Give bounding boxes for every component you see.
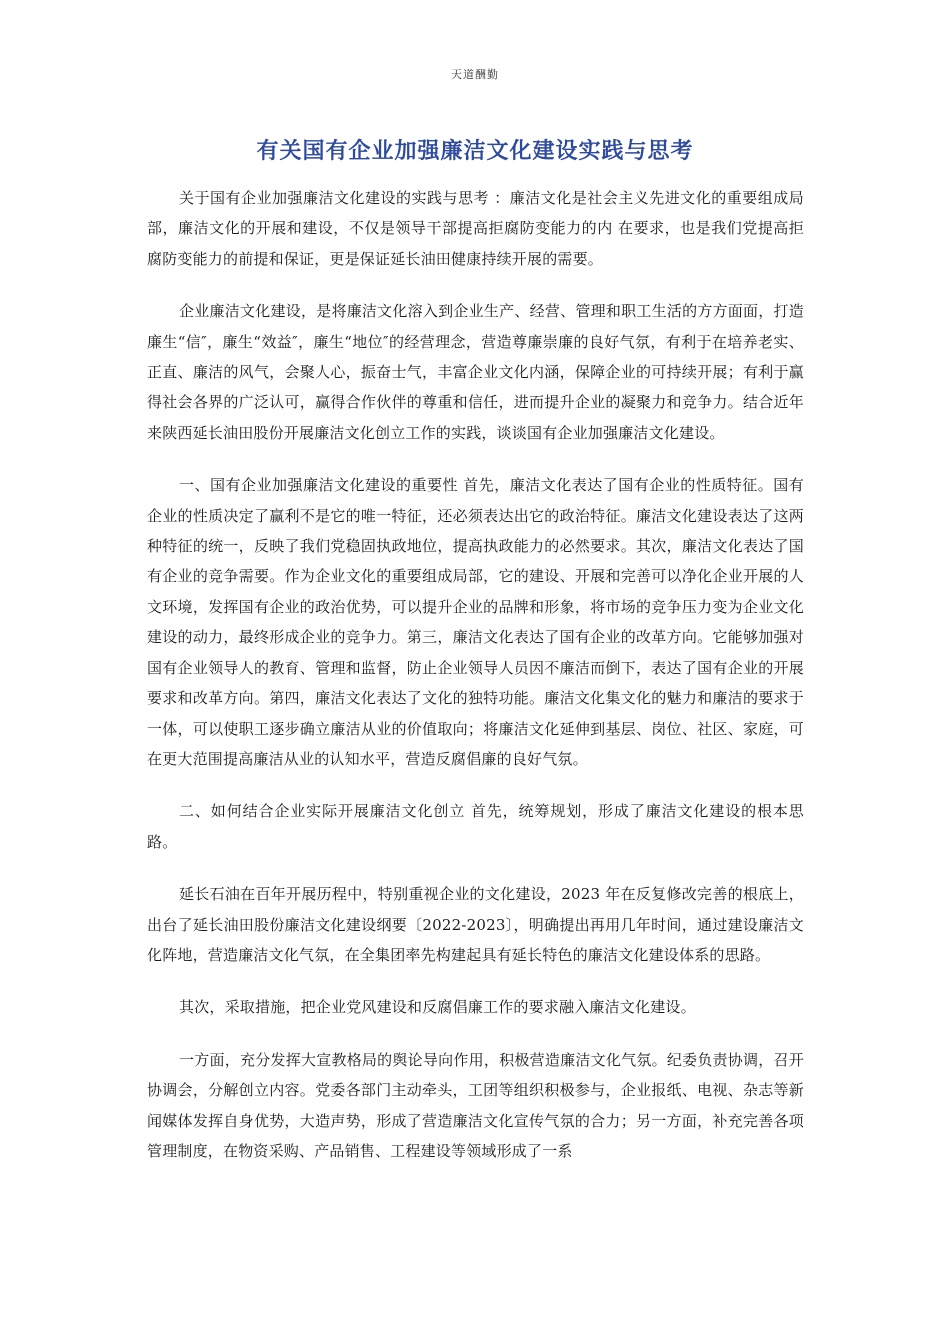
header-mark: 天道酬勤 [451,68,499,81]
paragraph-how-to: 二、如何结合企业实际开展廉洁文化创立 首先，统筹规划，形成了廉洁文化建设的根本思路。 [147,802,804,851]
paragraph-yanchang-history: 延长石油在百年开展历程中，特别重视企业的文化建设，2023 年在反复修改完善的根底上，出台了延长油田股份廉洁文化建设纲要〔2022-2023〕，明确提出再用几年时间，通过建设廉洁文化阵地，营造廉洁文化气氛，在全集团率先构建起具有延长特色的廉洁文化建设体系的思路。 [147,885,804,964]
document-body [147,183,804,1188]
paragraph-intro: 关于国有企业加强廉洁文化建设的实践与思考 ：廉洁文化是社会主义先进文化的重要组成局部，廉洁文化的开展和建设，不仅是领导干部提高拒腐防变能力的内 在要求，也是我们党提高拒腐防变能力的前提和保证，更是保证延长油田健康持续开展的需要。 [147,189,804,268]
paragraph-importance: 一、国有企业加强廉洁文化建设的重要性 首先，廉洁文化表达了国有企业的性质特征。国有企业的性质决定了赢利不是它的唯一特征，还必须表达出它的政治特征。廉洁文化建设表达了这两种特征的统一，反映了我们党稳固执政地位，提高执政能力的必然要求。其次，廉洁文化表达了国有企业的竞争需要。作为企业文化的重要组成局部，它的建设、开展和完善可以净化企业开展的人文环境，发挥国有企业的政治优势，可以提升企业的品牌和形象，将市场的竞争压力变为企业文化建设的动力，最终形成企业的竞争力。第三，廉洁文化表达了国有企业的改革方向。它能够加强对国有企业领导人的教育、管理和监督，防止企业领导人员因不廉洁而倒下，表达了国有企业的开展要求和改革方向。第四，廉洁文化表达了文化的独特功能。廉洁文化集文化的魅力和廉洁的要求于一体，可以使职工逐步确立廉洁从业的价值取向；将廉洁文化延伸到基层、岗位、社区、家庭，可在更大范围提高廉洁从业的认知水平，营造反腐倡廉的良好气氛。 [147,476,804,768]
paragraph-one-aspect: 一方面，充分发挥大宣教格局的舆论导向作用，积极营造廉洁文化气氛。纪委负责协调，召开协调会，分解创立内容。党委各部门主动牵头，工团等组织积极参与，企业报纸、电视、杂志等新闻媒体发挥自身优势，大造声势，形成了营造廉洁文化宣传气氛的合力；另一方面，补充完善各项管理制度，在物资采购、产品销售、工程建设等领域形成了一系 [147,1050,804,1160]
paragraph-culture-building: 企业廉洁文化建设，是将廉洁文化溶入到企业生产、经营、管理和职工生活的方方面面，打造廉生“信″，廉生“效益″，廉生“地位″的经营理念，营造尊廉崇廉的良好气氛，有利于在培养老实、正直、廉洁的风气，会聚人心，振奋士气，丰富企业文化内涵，保障企业的可持续开展；有利于赢得社会各界的广泛认可，赢得合作伙伴的尊重和信任，进而提升企业的凝聚力和竞争力。结合近年来陕西延长油田股份开展廉洁文化创立工作的实践，谈谈国有企业加强廉洁文化建设。 [147,302,804,442]
document-title: 有关国有企业加强廉洁文化建设实践与思考 [256,139,694,164]
paragraph-measures: 其次，采取措施，把企业党风建设和反腐倡廉工作的要求融入廉洁文化建设。 [179,998,696,1017]
